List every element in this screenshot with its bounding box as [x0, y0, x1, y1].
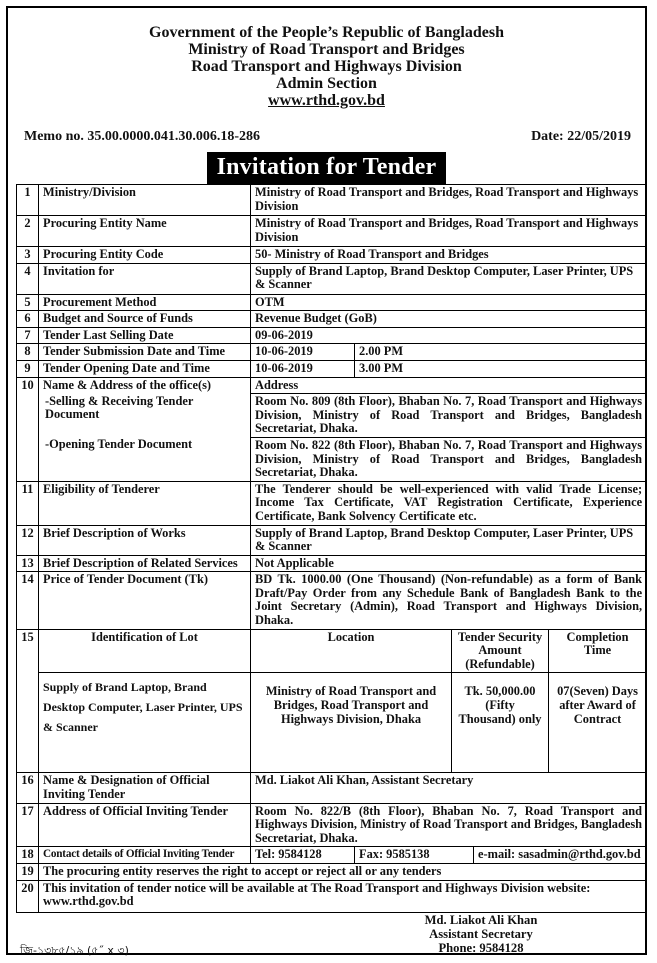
- row-number: 10: [17, 377, 39, 481]
- table-row: [17, 360, 647, 377]
- header-ministry: Ministry of Road Transport and Bridges: [188, 41, 465, 58]
- row-value: Not Applicable: [251, 555, 647, 572]
- row-label: Ministry/Division: [39, 185, 251, 216]
- row-number: 4: [17, 263, 39, 294]
- row-label: Eligibility of Tenderer: [39, 481, 251, 525]
- row-number: 13: [17, 555, 39, 572]
- submission-date: 10-06-2019: [251, 344, 355, 361]
- table-row: [17, 525, 647, 555]
- signatory-designation: Assistant Secretary: [429, 927, 533, 941]
- table-row: [17, 880, 647, 912]
- table-row: [17, 673, 647, 773]
- memo-number: Memo no. 35.00.0000.041.30.006.18-286: [24, 129, 261, 144]
- row-number: 17: [17, 803, 39, 847]
- table-row: [17, 555, 647, 572]
- row-value: 09-06-2019: [251, 327, 647, 344]
- row-value: 50- Ministry of Road Transport and Bridges: [251, 247, 647, 264]
- table-row: [17, 847, 647, 864]
- tender-notice: [6, 6, 647, 955]
- title-wrap: [8, 152, 645, 184]
- row-label: Brief Description of Related Services: [39, 555, 251, 572]
- signatory-phone: Phone: 9584128: [438, 941, 524, 955]
- row-number: 8: [17, 344, 39, 361]
- submission-time: 2.00 PM: [355, 344, 647, 361]
- security-header: Tender Security Amount (Refundable): [452, 629, 549, 673]
- row-value: This invitation of tender notice will be available at The Road Transport and Highways Division website: www.rthd.gov.bd: [39, 880, 647, 912]
- row-label: Budget and Source of Funds: [39, 311, 251, 328]
- row-value: Revenue Budget (GoB): [251, 311, 647, 328]
- selling-office-label: -Selling & Receiving Tender Document: [39, 394, 251, 438]
- row-value: Address: [251, 377, 647, 394]
- table-row: [17, 327, 647, 344]
- row-value: The procuring entity reserves the right to accept or reject all or any tenders: [39, 864, 647, 881]
- notice-header: [8, 24, 645, 109]
- row-number: 9: [17, 360, 39, 377]
- table-row: [17, 481, 647, 525]
- table-row: [17, 311, 647, 328]
- row-number: 16: [17, 773, 39, 803]
- row-value: Supply of Brand Laptop, Brand Desktop Computer, Laser Printer, UPS & Scanner: [251, 525, 647, 555]
- row-label: Invitation for: [39, 263, 251, 294]
- row-value: The Tenderer should be well-experienced with valid Trade License; Income Tax Certificate, VAT Registration Certificate, Experience Certificate, Bank Solvency Certificate etc.: [251, 481, 647, 525]
- location-header: Location: [251, 629, 452, 673]
- row-number: 18: [17, 847, 39, 864]
- memo-row: [24, 129, 631, 145]
- opening-time: 3.00 PM: [355, 360, 647, 377]
- row-number: 7: [17, 327, 39, 344]
- row-number: 12: [17, 525, 39, 555]
- row-value: Supply of Brand Laptop, Brand Desktop Computer, Laser Printer, UPS & Scanner: [251, 263, 647, 294]
- lot-location: Ministry of Road Transport and Bridges, Road Transport and Highways Division, Dhaka: [251, 673, 452, 773]
- contact-tel: Tel: 9584128: [251, 847, 355, 864]
- contact-email[interactable]: e-mail: sasadmin@rthd.gov.bd: [474, 847, 647, 864]
- row-number: 1: [17, 185, 39, 216]
- signatory-name: Md. Liakot Ali Khan: [424, 913, 538, 927]
- header-website-link[interactable]: www.rthd.gov.bd: [268, 92, 385, 109]
- table-row: [17, 294, 647, 311]
- table-row: [17, 803, 647, 847]
- row-number: 6: [17, 311, 39, 328]
- table-row: [17, 394, 647, 438]
- header-government: Government of the People’s Republic of Bangladesh: [149, 24, 504, 41]
- table-row: [17, 344, 647, 361]
- row-number: 3: [17, 247, 39, 264]
- row-value: BD Tk. 1000.00 (One Thousand) (Non-refundable) as a form of Bank Draft/Pay Order from any Schedule Bank of Bangladesh Bank to the Joint Secretary (Admin), Road Transport and Highways Division, Dhaka.: [251, 572, 647, 629]
- row-label: Procuring Entity Code: [39, 247, 251, 264]
- opening-office-label: -Opening Tender Document: [39, 437, 251, 481]
- row-label: Address of Official Inviting Tender: [39, 803, 251, 847]
- row-label: Name & Designation of Official Inviting Tender: [39, 773, 251, 803]
- row-label: Price of Tender Document (Tk): [39, 572, 251, 629]
- table-row: [17, 773, 647, 803]
- table-row: [17, 629, 647, 673]
- row-value: Ministry of Road Transport and Bridges, Road Transport and Highways Division: [251, 216, 647, 247]
- row-value: OTM: [251, 294, 647, 311]
- table-row: [17, 864, 647, 881]
- table-row: [17, 263, 647, 294]
- row-label: Contact details of Official Inviting Tender: [39, 847, 251, 864]
- row-number: 19: [17, 864, 39, 881]
- row-label: Tender Last Selling Date: [39, 327, 251, 344]
- tender-table: [16, 184, 647, 913]
- signature-block: [411, 913, 551, 955]
- row-label: Name & Address of the office(s): [39, 377, 251, 394]
- table-row: [17, 185, 647, 216]
- row-value: Ministry of Road Transport and Bridges, Road Transport and Highways Division: [251, 185, 647, 216]
- contact-fax: Fax: 9585138: [355, 847, 474, 864]
- table-row: [17, 216, 647, 247]
- row-label: Brief Description of Works: [39, 525, 251, 555]
- table-row: [17, 572, 647, 629]
- header-section: Admin Section: [276, 75, 377, 92]
- row-label: Procuring Entity Name: [39, 216, 251, 247]
- notice-title: Invitation for Tender: [207, 152, 447, 184]
- print-code: জি-১৩৮৫/১৯ (৫˝ x ৩): [20, 944, 129, 957]
- lot-description: Supply of Brand Laptop, Brand Desktop Computer, Laser Printer, UPS & Scanner: [39, 673, 251, 773]
- memo-date: Date: 22/05/2019: [531, 129, 631, 144]
- row-number: 20: [17, 880, 39, 912]
- row-number: 5: [17, 294, 39, 311]
- row-number: 2: [17, 216, 39, 247]
- opening-date: 10-06-2019: [251, 360, 355, 377]
- row-number: 15: [17, 629, 39, 773]
- opening-office-address: Room No. 822 (8th Floor), Bhaban No. 7, Road Transport and Highways Division, Ministry of Road Transport and Bridges, Bangladesh Secretariat, Dhaka.: [251, 437, 647, 481]
- row-value: Room No. 822/B (8th Floor), Bhaban No. 7, Road Transport and Highways Division, Ministry of Road Transport and Bridges, Bangladesh Secretariat, Dhaka.: [251, 803, 647, 847]
- tender-security: Tk. 50,000.00 (Fifty Thousand) only: [452, 673, 549, 773]
- completion-time: 07(Seven) Days after Award of Contract: [549, 673, 647, 773]
- completion-header: Completion Time: [549, 629, 647, 673]
- row-label: Tender Submission Date and Time: [39, 344, 251, 361]
- row-number: 14: [17, 572, 39, 629]
- row-label: Procurement Method: [39, 294, 251, 311]
- selling-office-address: Room No. 809 (8th Floor), Bhaban No. 7, Road Transport and Highways Division, Ministry of Road Transport and Bridges, Bangladesh Secretariat, Dhaka.: [251, 394, 647, 438]
- row-value: Md. Liakot Ali Khan, Assistant Secretary: [251, 773, 647, 803]
- lot-header: Identification of Lot: [39, 629, 251, 673]
- table-row: [17, 247, 647, 264]
- row-label: Tender Opening Date and Time: [39, 360, 251, 377]
- row-number: 11: [17, 481, 39, 525]
- table-row: [17, 377, 647, 394]
- header-division: Road Transport and Highways Division: [191, 58, 462, 75]
- table-row: [17, 437, 647, 481]
